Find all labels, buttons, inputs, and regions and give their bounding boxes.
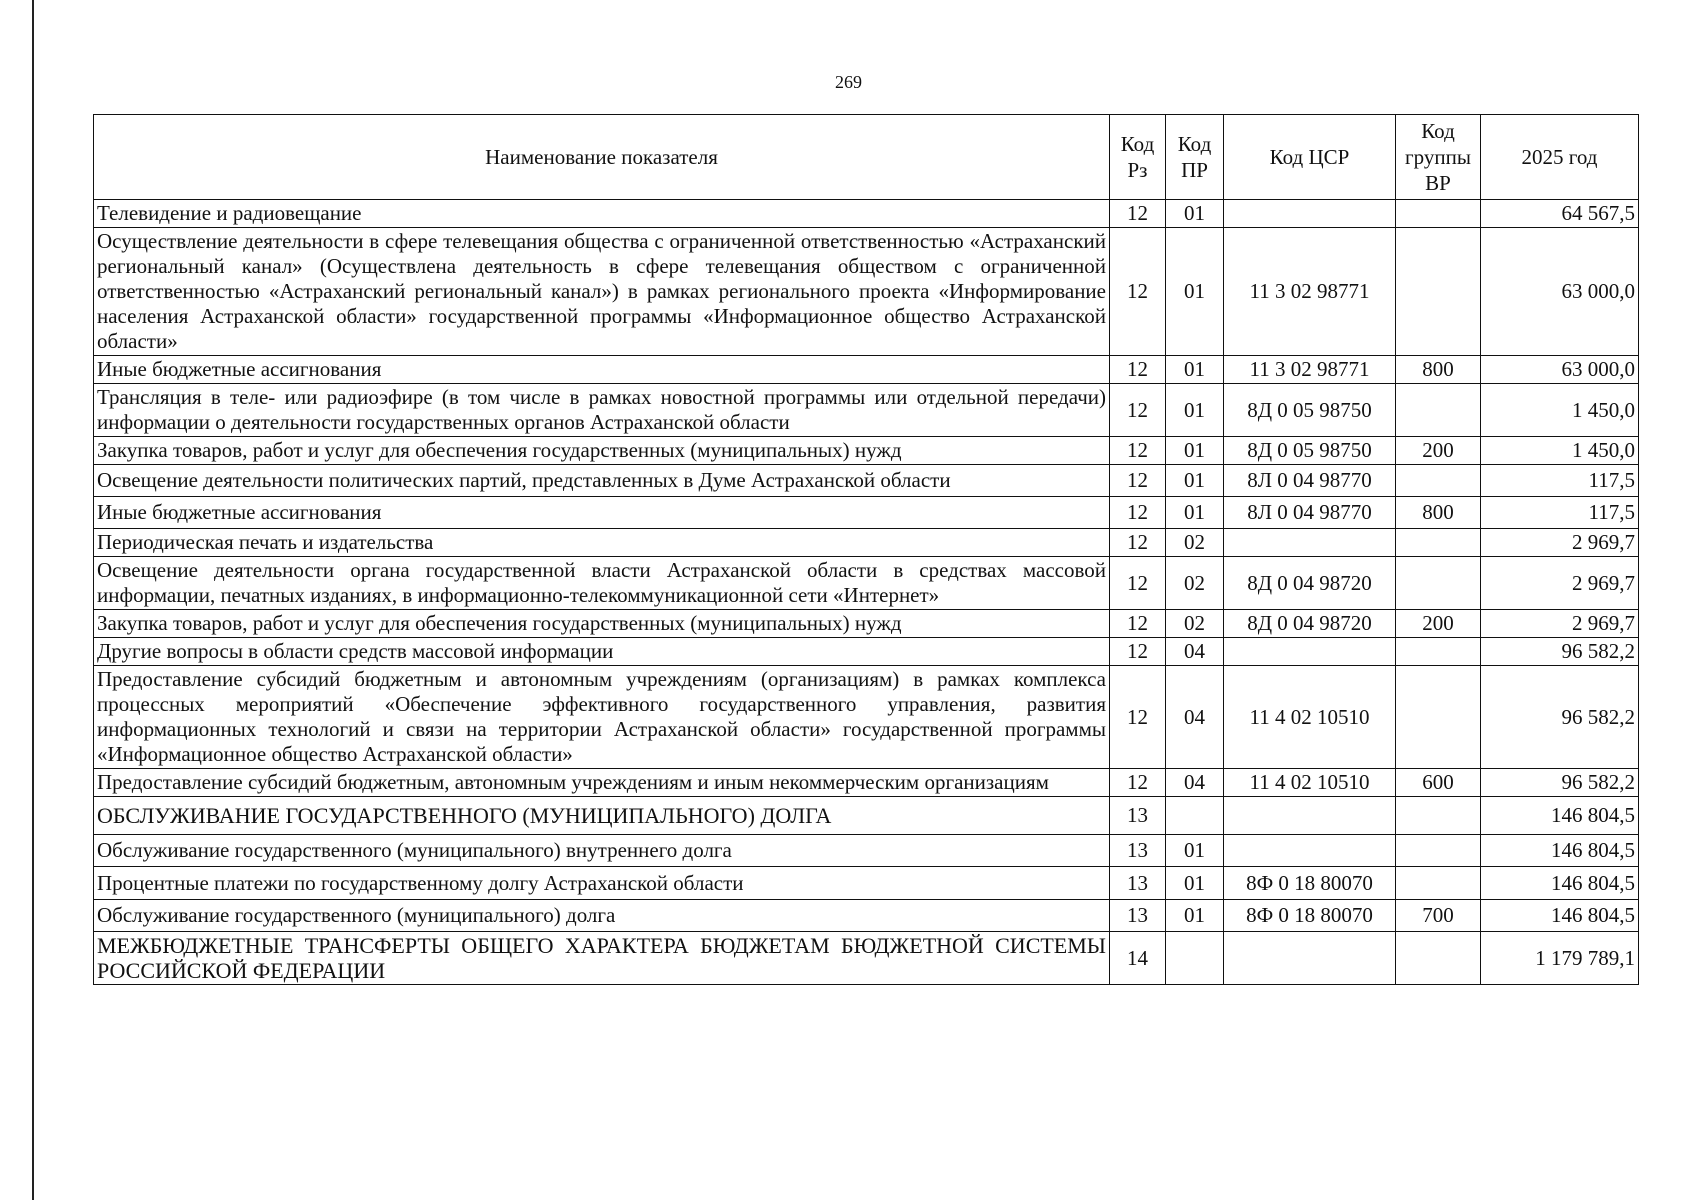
row-vr: 600	[1396, 769, 1481, 797]
table-row	[94, 867, 1639, 900]
row-csr	[1224, 200, 1396, 228]
row-csr	[1224, 932, 1396, 985]
row-csr: 8Д 0 04 98720	[1224, 610, 1396, 638]
row-vr: 800	[1396, 497, 1481, 529]
row-amount: 2 969,7	[1481, 557, 1639, 610]
row-name: МЕЖБЮДЖЕТНЫЕ ТРАНСФЕРТЫ ОБЩЕГО ХАРАКТЕРА БЮДЖЕТАМ БЮДЖЕТНОЙ СИСТЕМЫ РОССИЙСКОЙ ФЕДЕРАЦИИ	[94, 932, 1110, 985]
row-amount: 63 000,0	[1481, 356, 1639, 384]
row-rz: 12	[1110, 384, 1166, 437]
table-row	[94, 356, 1639, 384]
row-csr: 8Д 0 05 98750	[1224, 437, 1396, 465]
row-pr	[1166, 797, 1224, 835]
table-row	[94, 638, 1639, 666]
row-rz: 14	[1110, 932, 1166, 985]
table-row	[94, 797, 1639, 835]
row-csr: 11 4 02 10510	[1224, 666, 1396, 769]
row-rz: 12	[1110, 557, 1166, 610]
row-name: Трансляция в теле- или радиоэфире (в том числе в рамках новостной программы или отдельной передачи) информации о деятельности государственных органов Астраханской области	[94, 384, 1110, 437]
row-amount: 64 567,5	[1481, 200, 1639, 228]
row-name: Предоставление субсидий бюджетным и автономным учреждениям (организациям) в рамках комплекса процессных мероприятий «Обеспечение эффективного государственного управления, развития информационных технологий и связи на территории Астраханской области» государственной программы «Информационное общество Астраханской области»	[94, 666, 1110, 769]
row-amount: 2 969,7	[1481, 529, 1639, 557]
row-csr: 8Д 0 04 98720	[1224, 557, 1396, 610]
row-rz: 12	[1110, 497, 1166, 529]
row-pr: 01	[1166, 835, 1224, 867]
row-csr	[1224, 835, 1396, 867]
row-name: Обслуживание государственного (муниципального) внутреннего долга	[94, 835, 1110, 867]
row-pr: 02	[1166, 557, 1224, 610]
row-rz: 12	[1110, 769, 1166, 797]
header-year: 2025 год	[1481, 115, 1639, 200]
row-csr	[1224, 797, 1396, 835]
row-csr: 8Л 0 04 98770	[1224, 497, 1396, 529]
table-row	[94, 769, 1639, 797]
row-pr: 01	[1166, 465, 1224, 497]
row-rz: 12	[1110, 228, 1166, 356]
row-vr	[1396, 557, 1481, 610]
header-vr: Код группы ВР	[1396, 115, 1481, 200]
row-vr	[1396, 200, 1481, 228]
row-amount: 1 450,0	[1481, 437, 1639, 465]
row-pr: 01	[1166, 900, 1224, 932]
row-name: Иные бюджетные ассигнования	[94, 497, 1110, 529]
row-amount: 96 582,2	[1481, 638, 1639, 666]
header-name: Наименование показателя	[94, 115, 1110, 200]
table-row	[94, 900, 1639, 932]
row-rz: 12	[1110, 356, 1166, 384]
table-row	[94, 932, 1639, 985]
table-row	[94, 200, 1639, 228]
row-csr	[1224, 529, 1396, 557]
row-vr	[1396, 867, 1481, 900]
row-vr	[1396, 638, 1481, 666]
table-row	[94, 228, 1639, 356]
row-name: ОБСЛУЖИВАНИЕ ГОСУДАРСТВЕННОГО (МУНИЦИПАЛЬНОГО) ДОЛГА	[94, 797, 1110, 835]
row-csr: 8Ф 0 18 80070	[1224, 867, 1396, 900]
row-rz: 12	[1110, 200, 1166, 228]
row-csr: 8Ф 0 18 80070	[1224, 900, 1396, 932]
row-name: Закупка товаров, работ и услуг для обеспечения государственных (муниципальных) нужд	[94, 610, 1110, 638]
row-vr: 200	[1396, 610, 1481, 638]
row-pr: 01	[1166, 200, 1224, 228]
row-vr	[1396, 228, 1481, 356]
row-amount: 117,5	[1481, 497, 1639, 529]
row-pr: 01	[1166, 228, 1224, 356]
table-header-row	[94, 115, 1639, 200]
budget-table	[93, 114, 1639, 985]
table-row	[94, 465, 1639, 497]
row-rz: 12	[1110, 437, 1166, 465]
row-rz: 13	[1110, 797, 1166, 835]
row-rz: 13	[1110, 835, 1166, 867]
row-csr: 8Л 0 04 98770	[1224, 465, 1396, 497]
row-amount: 1 179 789,1	[1481, 932, 1639, 985]
row-pr: 02	[1166, 529, 1224, 557]
row-vr: 800	[1396, 356, 1481, 384]
table-row	[94, 610, 1639, 638]
row-amount: 63 000,0	[1481, 228, 1639, 356]
row-name: Другие вопросы в области средств массовой информации	[94, 638, 1110, 666]
row-rz: 12	[1110, 610, 1166, 638]
row-name: Обслуживание государственного (муниципального) долга	[94, 900, 1110, 932]
row-amount: 146 804,5	[1481, 835, 1639, 867]
row-csr	[1224, 638, 1396, 666]
table-row	[94, 497, 1639, 529]
row-vr: 700	[1396, 900, 1481, 932]
row-name: Закупка товаров, работ и услуг для обеспечения государственных (муниципальных) нужд	[94, 437, 1110, 465]
row-pr: 01	[1166, 356, 1224, 384]
row-amount: 117,5	[1481, 465, 1639, 497]
row-csr: 8Д 0 05 98750	[1224, 384, 1396, 437]
row-pr: 04	[1166, 769, 1224, 797]
row-vr: 200	[1396, 437, 1481, 465]
page-number: 269	[835, 72, 862, 92]
row-name: Предоставление субсидий бюджетным, автономным учреждениям и иным некоммерческим организациям	[94, 769, 1110, 797]
header-pr: Код ПР	[1166, 115, 1224, 200]
row-pr: 04	[1166, 666, 1224, 769]
row-vr	[1396, 384, 1481, 437]
header-csr: Код ЦСР	[1224, 115, 1396, 200]
row-pr: 02	[1166, 610, 1224, 638]
row-csr: 11 3 02 98771	[1224, 356, 1396, 384]
row-amount: 146 804,5	[1481, 900, 1639, 932]
row-vr	[1396, 666, 1481, 769]
row-pr: 04	[1166, 638, 1224, 666]
row-amount: 96 582,2	[1481, 769, 1639, 797]
row-rz: 12	[1110, 465, 1166, 497]
table-row	[94, 835, 1639, 867]
row-name: Периодическая печать и издательства	[94, 529, 1110, 557]
row-amount: 146 804,5	[1481, 797, 1639, 835]
row-name: Процентные платежи по государственному долгу Астраханской области	[94, 867, 1110, 900]
row-pr: 01	[1166, 497, 1224, 529]
row-csr: 11 4 02 10510	[1224, 769, 1396, 797]
row-name: Освещение деятельности политических партий, представленных в Думе Астраханской области	[94, 465, 1110, 497]
row-amount: 1 450,0	[1481, 384, 1639, 437]
row-vr	[1396, 835, 1481, 867]
row-csr: 11 3 02 98771	[1224, 228, 1396, 356]
table-row	[94, 529, 1639, 557]
row-rz: 12	[1110, 638, 1166, 666]
table-row	[94, 384, 1639, 437]
row-name: Осуществление деятельности в сфере телевещания общества с ограниченной ответственностью «Астраханский региональный канал» (Осуществлена деятельность в сфере телевещания обществом с ограниченной ответственностью «Астраханский региональный канал») в рамках регионального проекта «Информирование населения Астраханской области» государственной программы «Информационное общество Астраханской области»	[94, 228, 1110, 356]
row-name: Иные бюджетные ассигнования	[94, 356, 1110, 384]
header-rz: Код Рз	[1110, 115, 1166, 200]
table-row	[94, 666, 1639, 769]
table-row	[94, 557, 1639, 610]
row-pr: 01	[1166, 384, 1224, 437]
page-binding-line	[32, 0, 34, 1200]
row-amount: 96 582,2	[1481, 666, 1639, 769]
row-pr: 01	[1166, 867, 1224, 900]
row-amount: 146 804,5	[1481, 867, 1639, 900]
row-vr	[1396, 529, 1481, 557]
row-pr: 01	[1166, 437, 1224, 465]
row-name: Телевидение и радиовещание	[94, 200, 1110, 228]
row-rz: 13	[1110, 867, 1166, 900]
row-amount: 2 969,7	[1481, 610, 1639, 638]
row-rz: 12	[1110, 529, 1166, 557]
table-row	[94, 437, 1639, 465]
row-pr	[1166, 932, 1224, 985]
row-rz: 12	[1110, 666, 1166, 769]
row-vr	[1396, 797, 1481, 835]
row-vr	[1396, 465, 1481, 497]
row-name: Освещение деятельности органа государственной власти Астраханской области в средствах массовой информации, печатных изданиях, в информационно-телекоммуникационной сети «Интернет»	[94, 557, 1110, 610]
row-rz: 13	[1110, 900, 1166, 932]
row-vr	[1396, 932, 1481, 985]
